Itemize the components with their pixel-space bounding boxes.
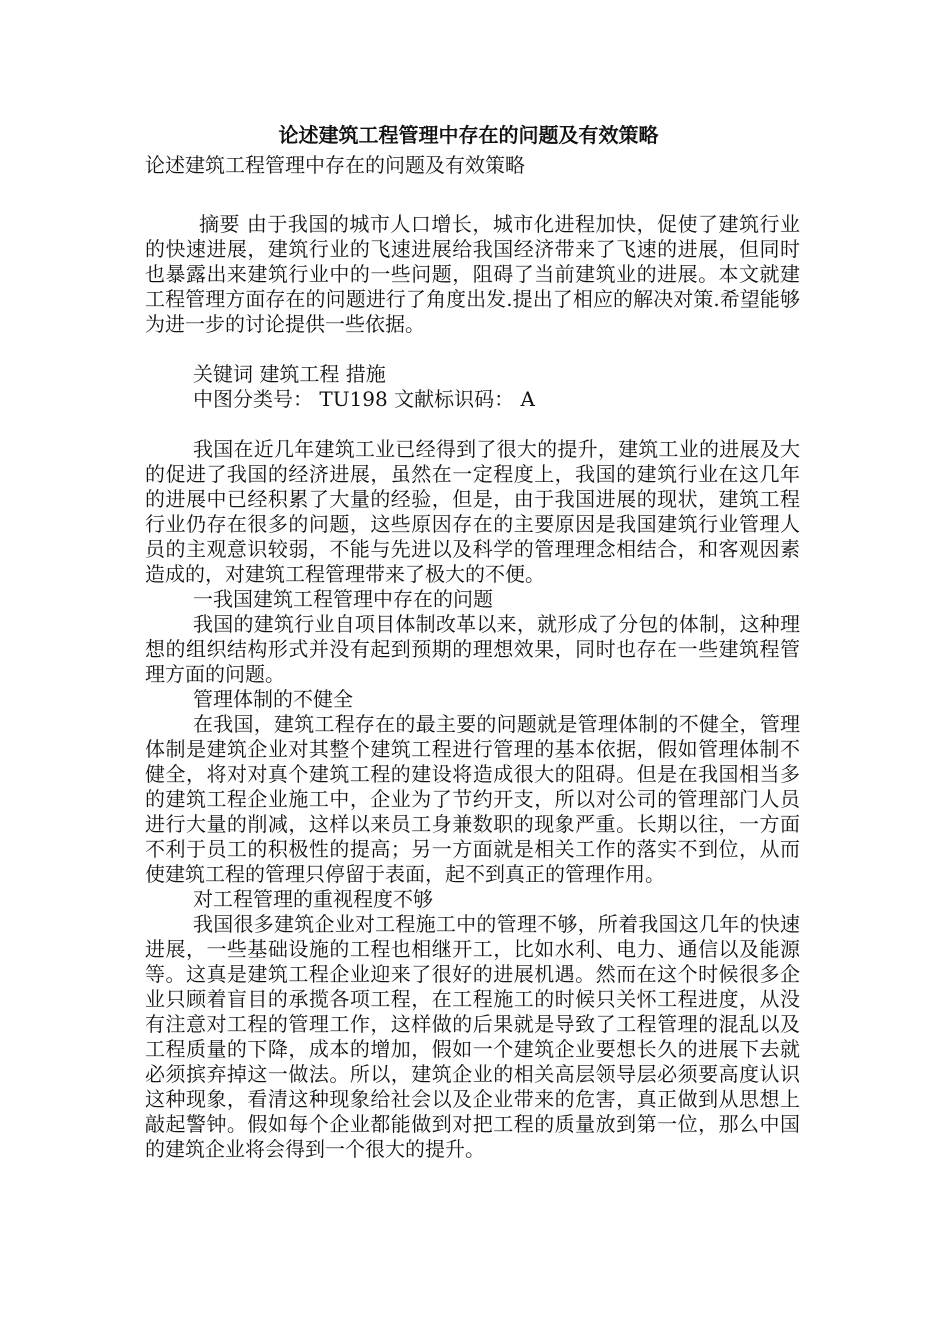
spacer — [145, 178, 800, 203]
subsection-paragraph-2: 我国很多建筑企业对工程施工中的管理不够，所着我国这几年的快速进展，一些基础设施的工程也相继开工，比如水利、电力、通信以及能源等。这真是建筑工程企业迎来了很好的进展机遇。然而在这个时候很多企业只顾着盲目的承揽各项工程，在工程施工的时候只关怀工程进度，从没有注意对工程的管理工作，这样做的后果就是导致了工程管理的混乱以及工程质量的下降，成本的增加，假如一个建筑企业要想长久的进展下去就必须摈弃掉这一做法。所以，建筑企业的相关高层领导层必须要高度认识这种现象，看清这种现象给社会以及企业带来的危害，真正做到从思想上敲起警钟。假如每个企业都能做到对把工程的质量放到第一位，那么中国的建筑企业将会得到一个很大的提升。 — [145, 912, 800, 1161]
abstract-paragraph: 摘要 由于我国的城市人口增长，城市化进程加快，促使了建筑行业的快速进展，建筑行业的飞速进展给我国经济带来了飞速的进展，但同时也暴露出来建筑行业中的一些问题，阻碍了当前建筑业的进展。本文就建工程管理方面存在的问题进行了角度出发.提出了相应的解决对策.希望能够为进一步的讨论提供一些依据。 — [145, 212, 800, 336]
section-paragraph-1: 我国的建筑行业自项目体制改革以来，就形成了分包的体制，这种理想的组织结构形式并没有起到预期的理想效果，同时也存在一些建筑程管理方面的问题。 — [145, 612, 800, 686]
classification-line: 中图分类号： TU198 文献标识码： A — [193, 387, 535, 411]
intro-paragraph: 我国在近几年建筑工业已经得到了很大的提升，建筑工业的进展及大的促进了我国的经济进展，虽然在一定程度上，我国的建筑行业在这几年的进展中已经积累了大量的经验，但是，由于我国进展的现状，建筑工程行业仍存在很多的问题，这些原因存在的主要原因是我国建筑行业管理人员的主观意识较弱，不能与先进以及科学的管理理念相结合，和客观因素造成的，对建筑工程管理带来了极大的不便。 — [145, 437, 800, 586]
subsection-paragraph-1: 在我国，建筑工程存在的最主要的问题就是管理体制的不健全，管理体制是建筑企业对其整个建筑工程进行管理的基本依据，假如管理体制不健全，将对对真个建筑工程的建设将造成很大的阻碍。但是在我国相当多的建筑工程企业施工中，企业为了节约开支，所以对公司的管理部门人员进行大量的削减，这样以来员工身兼数职的现象严重。长期以往，一方面不利于员工的积极性的提高；另一方面就是相关工作的落实不到位，从而使建筑工程的管理只停留于表面，起不到真正的管理作用。 — [145, 712, 800, 886]
subsection-heading-1: 管理体制的不健全 — [193, 687, 353, 711]
spacer — [145, 337, 800, 362]
subsection-heading-2: 对工程管理的重视程度不够 — [193, 887, 433, 911]
keywords-line: 关键词 建筑工程 措施 — [193, 362, 386, 386]
section-heading-1: 一我国建筑工程管理中存在的问题 — [193, 587, 493, 611]
spacer — [145, 412, 800, 437]
document-subtitle: 论述建筑工程管理中存在的问题及有效策略 — [145, 153, 525, 177]
document-title: 论述建筑工程管理中存在的问题及有效策略 — [278, 123, 659, 147]
document-page — [145, 118, 800, 1162]
